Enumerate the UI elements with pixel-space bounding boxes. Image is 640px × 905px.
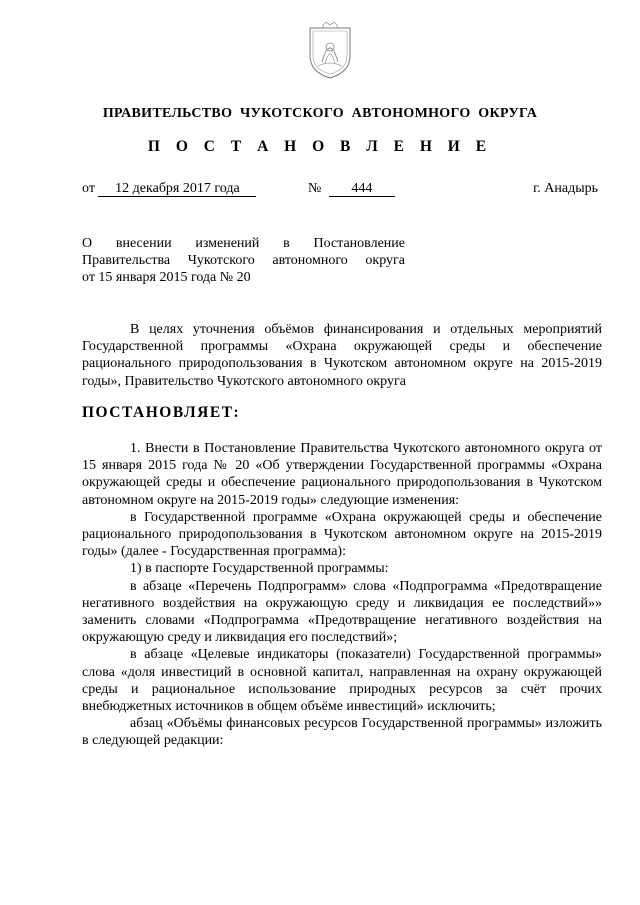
number-value: 444 xyxy=(329,181,395,197)
subject-block xyxy=(82,235,405,286)
number-field xyxy=(308,181,395,197)
body-paragraph: 1. Внести в Постановление Правительства Чукотского автономного округа от 15 января 2015 года № 20 «Об утверждении Государственной программы «Охрана окружающей среды и обеспечение рационального природопользования в Чукотском автономном округе на 2015-2019 годы» следующие изменения: xyxy=(82,441,602,508)
date-field xyxy=(82,181,256,197)
date-prefix: от xyxy=(82,181,95,196)
body-paragraph: в абзаце «Целевые индикаторы (показатели) Государственной программы» слова «доля инвестиций в основной капитал, направленная на охрану окружающей среды и рациональное использование природных ресурсов за счёт прочих внебюджетных источников в общем объёме инвестиций» исключить; xyxy=(82,647,602,715)
subject-line: от 15 января 2015 года № 20 xyxy=(82,270,251,285)
document-type-title: П О С Т А Н О В Л Е Н И Е xyxy=(147,138,493,155)
government-title: ПРАВИТЕЛЬСТВО ЧУКОТСКОГО АВТОНОМНОГО ОКРУГА xyxy=(102,106,538,121)
preamble-block xyxy=(82,321,602,390)
date-value: 12 декабря 2017 года xyxy=(98,181,256,197)
number-sign: № xyxy=(308,181,322,196)
preamble-paragraph: В целях уточнения объёмов финансирования и отдельных мероприятий Государственной программы «Охрана окружающей среды и обеспечение рационального природопользования в Чукотском автономном округе на 2015-2019 годы», Правительство Чукотского автономного округа xyxy=(82,322,602,389)
body-paragraph: в абзаце «Перечень Подпрограмм» слова «Подпрограмма «Предотвращение негативного воздействия на окружающую среду и ликвидация ее последствий»» заменить словами «Подпрограмма «Предотвращение негативного воздействия на окружающую среду и ликвидация его последствий»; xyxy=(82,578,602,646)
city-label: г. Анадырь xyxy=(533,181,598,196)
subject-line: Правительства Чукотского автономного округа xyxy=(82,253,405,268)
subject-line: О внесении изменений в Постановление xyxy=(82,236,405,251)
body-paragraph: 1) в паспорте Государственной программы: xyxy=(130,561,389,577)
body-paragraph: в Государственной программе «Охрана окружающей среды и обеспечение рационального природопользования в Чукотском автономном округе на 2015-2019 годы» (далее - Государственная программа): xyxy=(82,509,602,560)
body-block xyxy=(82,440,602,750)
body-paragraph: абзац «Объёмы финансовых ресурсов Государственной программы» изложить в следующей редакции: xyxy=(82,716,602,749)
coat-of-arms-emblem xyxy=(305,22,355,80)
resolves-heading: ПОСТАНОВЛЯЕТ: xyxy=(82,404,241,421)
